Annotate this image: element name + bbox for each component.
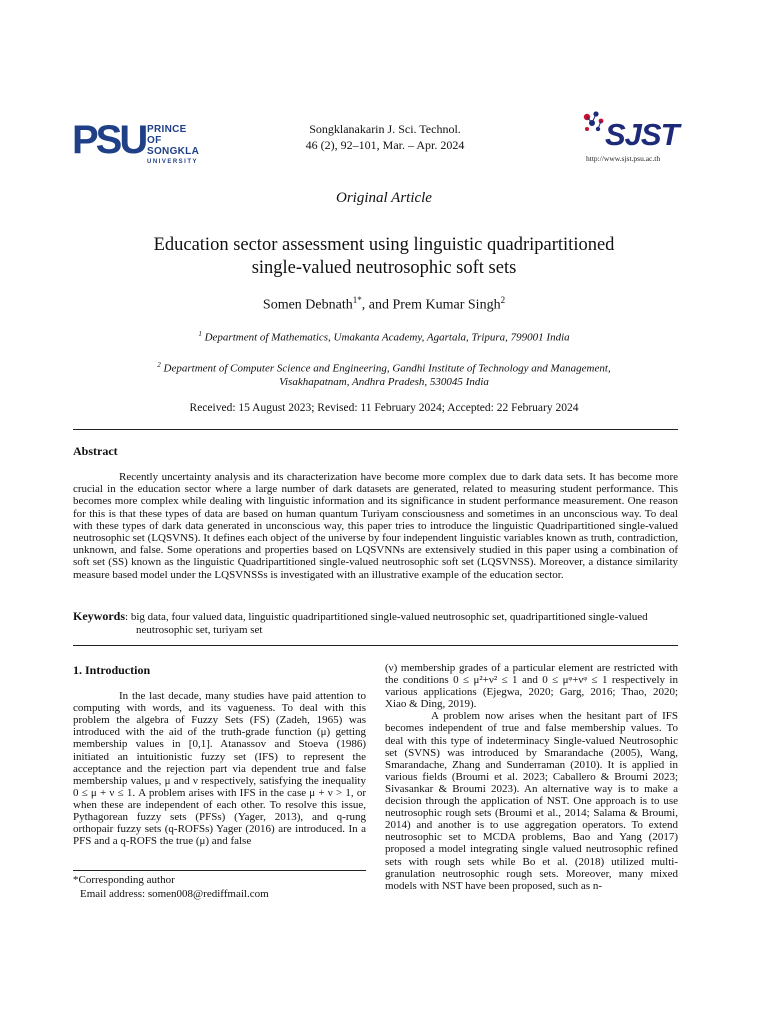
psu-name-line: PRINCE OF (147, 124, 187, 146)
intro-left-column (73, 664, 366, 847)
psu-name-line: SONGKLA (147, 146, 200, 157)
intro-right-column (385, 662, 678, 892)
psu-logo-name (147, 124, 202, 167)
author-affiliation-mark: 1* (352, 295, 362, 305)
abstract-heading: Abstract (73, 444, 118, 458)
divider (73, 645, 678, 646)
journal-citation (240, 121, 530, 153)
author-connector: , and (361, 297, 393, 313)
psu-name-line: UNIVERSITY (147, 159, 199, 165)
title-line: Education sector assessment using linguistic quadripartitioned (153, 235, 615, 255)
received-dates: Received: 15 August 2023; Revised: 11 February 2024; Accepted: 22 February 2024 (189, 402, 579, 414)
section-number: 1 (73, 663, 79, 677)
body-paragraph: In the last decade, many studies have paid attention to computing with words, and its vagueness. To deal with this problem the algebra of Fuzzy Sets (FS) (Zadeh, 1965) was introduced with the aid of the truth-grade function (μ) getting membership values in [0,1]. Atanassov and Stoeva (1986) initiated an intuitionistic fuzzy set (IFS) to represent the acceptance and the rejection part via dependent true and false membership values, μ and ν respectively, satisfying the inequality 0 ≤ μ + ν ≤ 1. A problem arises with IFS in the case μ + ν > 1, or when these are independent of each other. To resolve this issue, Pythagorean fuzzy sets (PFSs) (Yager, 2013), and q-rung orthopair fuzzy sets (q-ROFSs) Yager (2016) are introduced. In a PFS and a q-ROFS the true (μ) and false (73, 690, 366, 848)
corresponding-email: Email address: somen008@rediffmail.com (80, 888, 269, 900)
sjst-url: http://www.sjst.psu.ac.th (586, 154, 661, 163)
title-line: single-valued neutrosophic soft sets (251, 258, 517, 278)
psu-logo (72, 118, 202, 168)
journal-name: Songklanakarin J. Sci. Technol. (309, 122, 461, 136)
sjst-wordmark: SJST (605, 117, 679, 152)
section-heading: 1. Introduction (73, 663, 151, 677)
body-paragraph: (ν) membership grades of a particular element are restricted with the conditions 0 ≤ μ²+ν² ≤ 1 and 0 ≤ μᵠ+νᵠ ≤ 1 respectively in various applications (Ejegwa, 2020; Garg, 2016; Thao, 2020; Xiao & Ding, 2019). (385, 662, 678, 711)
author-affiliation-mark: 2 (500, 295, 506, 305)
corresponding-author-note: *Corresponding author (73, 874, 175, 886)
affiliation-text: Department of Mathematics, Umakanta Academy, Agartala, Tripura, 799001 India (204, 331, 570, 344)
psu-logo-letters: PSU (72, 118, 146, 162)
affiliation-text: Visakhapatnam, Andhra Pradesh, 530045 India (279, 375, 489, 388)
author-name: Somen Debnath (262, 297, 353, 313)
author-name: Prem Kumar Singh (392, 297, 501, 313)
keywords: Keywords: big data, four valued data, linguistic quadripartitioned single-valued neutrosophic set, quadripartitioned single-valued neutrosophic set, turiyam set (73, 609, 648, 636)
journal-volume: 46 (2), 92–101, Mar. – Apr. 2024 (305, 138, 465, 152)
paper-title (90, 234, 678, 280)
body-paragraph: A problem now arises when the hesitant part of IFS becomes independent of true and false membership values. To deal with this type of indeterminacy Single-valued Neutrosophic set (SVNS) was introduced by Smarandache (2005), Wang, Smarandache, Zhang and Sunderraman (2010). It is applied in various fields (Broumi et al. 2023; Caballero & Broumi 2023; Sivasankar & Broumi 2023). An alternative way is to make a decision through the application of NST. One approach is to use neutrosophic rough sets (Broumi et al., 2014; Salama & Broumi, 2014) and another is to use aggregation operators. To extend neutrosophic set to MCDA problems, Bao and Yang (2017) proposed a model integrating single valued neutrosophic refined sets with rough sets while Bo et al. (2018) utilized multi-granulation neutrosophic rough sets. Moreover, many mixed models with NST have been proposed, such as n- (385, 710, 678, 892)
footnote (73, 873, 366, 901)
affiliation-text: Department of Computer Science and Engineering, Gandhi Institute of Technology and Management, (163, 362, 611, 375)
authors (0, 295, 768, 314)
article-type: Original Article (336, 190, 432, 206)
footnote-divider (73, 870, 366, 871)
affiliation-1 (0, 330, 768, 344)
sjst-logo (581, 110, 691, 168)
abstract-paragraph: Recently uncertainty analysis and its characterization have become more complex due to dark data sets. It has become more crucial in the education sector where a large number of dark datasets are generated, related to measuring student performance. This becomes more complex while dealing with linguistic information and its significance in student performance measurement. One reason for this is that these types of data are based on human quantum Turiyam consciousness and sometimes in an unconscious way. To deal with these types of dark data generated in unconscious way, this paper tries to introduce the linguistic Quadripartitioned single-valued neutrosophic set (LQSVNS). It defines each object of the universe by four independent linguistic variables known as truth, contradiction, unknown, and false. Some operations and properties based on LQSVNNs are extensively studied in this paper using a combination of soft set (SS) known as the linguistic Quadripartitioned single-valued neutrosophic soft set (LQSVNSS). Moreover, a distance similarity measure based model under the LQSVNSSs is investigated with an illustrative example of the education sector. (73, 471, 678, 581)
divider (73, 429, 678, 430)
section-title: Introduction (85, 663, 151, 677)
keywords-text: big data, four valued data, linguistic quadripartitioned single-valued neutrosophic set, quadripartitioned single-valued neutrosophic set, turiyam set (130, 611, 648, 636)
abstract-body (73, 471, 678, 581)
affiliation-number: 1 (198, 330, 202, 338)
affiliation-2 (110, 359, 658, 389)
affiliation-number: 2 (157, 361, 161, 369)
keywords-label: Keywords (73, 609, 125, 623)
